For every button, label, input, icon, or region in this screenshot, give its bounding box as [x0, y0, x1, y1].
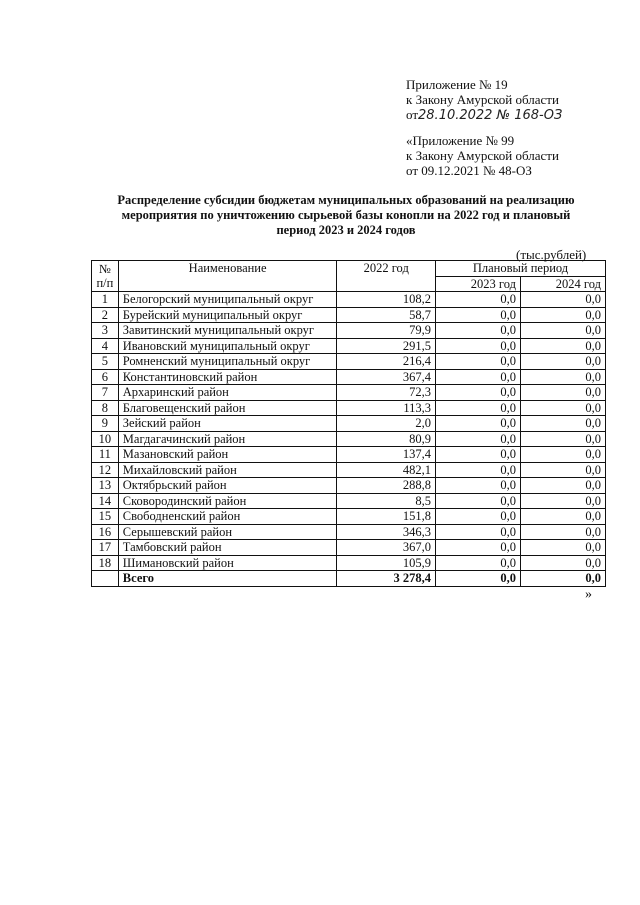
table-row	[92, 540, 606, 556]
row-number: 5	[92, 354, 119, 370]
table-row	[92, 555, 606, 571]
table-row	[92, 338, 606, 354]
row-2023: 0,0	[436, 323, 521, 339]
row-number: 17	[92, 540, 119, 556]
header-line-3	[406, 107, 562, 123]
total-row	[92, 571, 606, 587]
row-2023: 0,0	[436, 338, 521, 354]
table-row	[92, 493, 606, 509]
row-name: Ромненский муниципальный округ	[118, 354, 337, 370]
row-name: Сковородинский район	[118, 493, 337, 509]
header-line-5: к Закону Амурской области	[406, 148, 559, 163]
row-2024: 0,0	[520, 540, 605, 556]
row-number: 4	[92, 338, 119, 354]
table-row	[92, 385, 606, 401]
row-number: 15	[92, 509, 119, 525]
table-row	[92, 416, 606, 432]
row-2024: 0,0	[520, 338, 605, 354]
table-row	[92, 478, 606, 494]
row-2024: 0,0	[520, 493, 605, 509]
row-name: Тамбовский район	[118, 540, 337, 556]
table-row	[92, 323, 606, 339]
row-number: 7	[92, 385, 119, 401]
row-name: Ивановский муниципальный округ	[118, 338, 337, 354]
document-title	[96, 193, 596, 238]
header-line-2: к Закону Амурской области	[406, 92, 559, 107]
row-2022: 367,0	[337, 540, 436, 556]
header-2023: 2023 год	[436, 276, 521, 292]
row-name: Бурейский муниципальный округ	[118, 307, 337, 323]
row-2023: 0,0	[436, 307, 521, 323]
row-2023: 0,0	[436, 369, 521, 385]
header-line-6: от 09.12.2021 № 48-ОЗ	[406, 163, 532, 178]
title-line-2: мероприятия по уничтожению сырьевой базы конопли на 2022 год и плановый	[121, 208, 571, 222]
row-2022: 288,8	[337, 478, 436, 494]
row-2023: 0,0	[436, 555, 521, 571]
row-2023: 0,0	[436, 478, 521, 494]
table-row	[92, 447, 606, 463]
header-line-4: «Приложение № 99	[406, 133, 515, 148]
row-2023: 0,0	[436, 540, 521, 556]
appendix-header	[406, 77, 562, 123]
row-2022: 2,0	[337, 416, 436, 432]
title-line-3: период 2023 и 2024 годов	[276, 223, 416, 237]
row-2024: 0,0	[520, 431, 605, 447]
row-number: 12	[92, 462, 119, 478]
row-name: Зейский район	[118, 416, 337, 432]
table-row	[92, 354, 606, 370]
header-date-prefix: от	[406, 107, 419, 122]
row-name: Завитинский муниципальный округ	[118, 323, 337, 339]
table-row	[92, 509, 606, 525]
closing-quote: »	[585, 587, 592, 602]
row-number: 8	[92, 400, 119, 416]
row-2022: 58,7	[337, 307, 436, 323]
total-2024: 0,0	[520, 571, 605, 587]
row-number: 14	[92, 493, 119, 509]
header-2022: 2022 год	[337, 261, 436, 292]
previous-appendix-header	[406, 133, 559, 178]
row-2022: 80,9	[337, 431, 436, 447]
total-2023: 0,0	[436, 571, 521, 587]
header-name: Наименование	[118, 261, 337, 292]
row-2024: 0,0	[520, 462, 605, 478]
total-2022: 3 278,4	[337, 571, 436, 587]
row-name: Серышевский район	[118, 524, 337, 540]
row-2024: 0,0	[520, 478, 605, 494]
row-2023: 0,0	[436, 493, 521, 509]
row-number: 11	[92, 447, 119, 463]
table-row	[92, 524, 606, 540]
row-2024: 0,0	[520, 385, 605, 401]
row-2023: 0,0	[436, 462, 521, 478]
row-2022: 72,3	[337, 385, 436, 401]
table-row	[92, 369, 606, 385]
row-number: 18	[92, 555, 119, 571]
row-name: Благовещенский район	[118, 400, 337, 416]
row-2022: 113,3	[337, 400, 436, 416]
row-2022: 79,9	[337, 323, 436, 339]
row-name: Шимановский район	[118, 555, 337, 571]
table-row	[92, 307, 606, 323]
table-row	[92, 292, 606, 308]
row-name: Магдагачинский район	[118, 431, 337, 447]
row-2022: 291,5	[337, 338, 436, 354]
row-2024: 0,0	[520, 416, 605, 432]
row-2022: 367,4	[337, 369, 436, 385]
title-line-1: Распределение субсидии бюджетам муниципальных образований на реализацию	[117, 193, 575, 207]
table-row	[92, 431, 606, 447]
row-2023: 0,0	[436, 447, 521, 463]
total-label: Всего	[118, 571, 337, 587]
header-2024: 2024 год	[520, 276, 605, 292]
subsidy-table	[91, 260, 606, 587]
row-2024: 0,0	[520, 369, 605, 385]
row-name: Свободненский район	[118, 509, 337, 525]
handwritten-date-number: 28.10.2022 № 168-ОЗ	[418, 108, 563, 123]
header-planned-period: Плановый период	[436, 261, 606, 277]
row-2024: 0,0	[520, 555, 605, 571]
row-2022: 216,4	[337, 354, 436, 370]
row-2024: 0,0	[520, 354, 605, 370]
row-2023: 0,0	[436, 431, 521, 447]
row-name: Белогорский муниципальный округ	[118, 292, 337, 308]
table-row	[92, 462, 606, 478]
row-name: Михайловский район	[118, 462, 337, 478]
row-name: Мазановский район	[118, 447, 337, 463]
row-2023: 0,0	[436, 509, 521, 525]
row-2022: 8,5	[337, 493, 436, 509]
row-name: Октябрьский район	[118, 478, 337, 494]
row-name: Константиновский район	[118, 369, 337, 385]
row-2023: 0,0	[436, 385, 521, 401]
row-number: 6	[92, 369, 119, 385]
unit-label: (тыс.рублей)	[516, 247, 587, 262]
row-number: 2	[92, 307, 119, 323]
row-2023: 0,0	[436, 292, 521, 308]
row-number: 10	[92, 431, 119, 447]
row-number: 3	[92, 323, 119, 339]
total-number	[92, 571, 119, 587]
row-2024: 0,0	[520, 292, 605, 308]
row-2023: 0,0	[436, 400, 521, 416]
row-2023: 0,0	[436, 354, 521, 370]
row-number: 13	[92, 478, 119, 494]
row-2024: 0,0	[520, 400, 605, 416]
header-line-1: Приложение № 19	[406, 77, 508, 92]
row-2022: 346,3	[337, 524, 436, 540]
row-number: 16	[92, 524, 119, 540]
row-2023: 0,0	[436, 524, 521, 540]
row-2024: 0,0	[520, 447, 605, 463]
row-number: 9	[92, 416, 119, 432]
row-2024: 0,0	[520, 323, 605, 339]
row-2024: 0,0	[520, 524, 605, 540]
row-2022: 137,4	[337, 447, 436, 463]
row-2023: 0,0	[436, 416, 521, 432]
row-2024: 0,0	[520, 307, 605, 323]
row-name: Архаринский район	[118, 385, 337, 401]
row-2022: 105,9	[337, 555, 436, 571]
row-number: 1	[92, 292, 119, 308]
table-row	[92, 400, 606, 416]
row-2022: 482,1	[337, 462, 436, 478]
row-2022: 151,8	[337, 509, 436, 525]
header-no: № п/п	[92, 261, 119, 292]
row-2024: 0,0	[520, 509, 605, 525]
row-2022: 108,2	[337, 292, 436, 308]
